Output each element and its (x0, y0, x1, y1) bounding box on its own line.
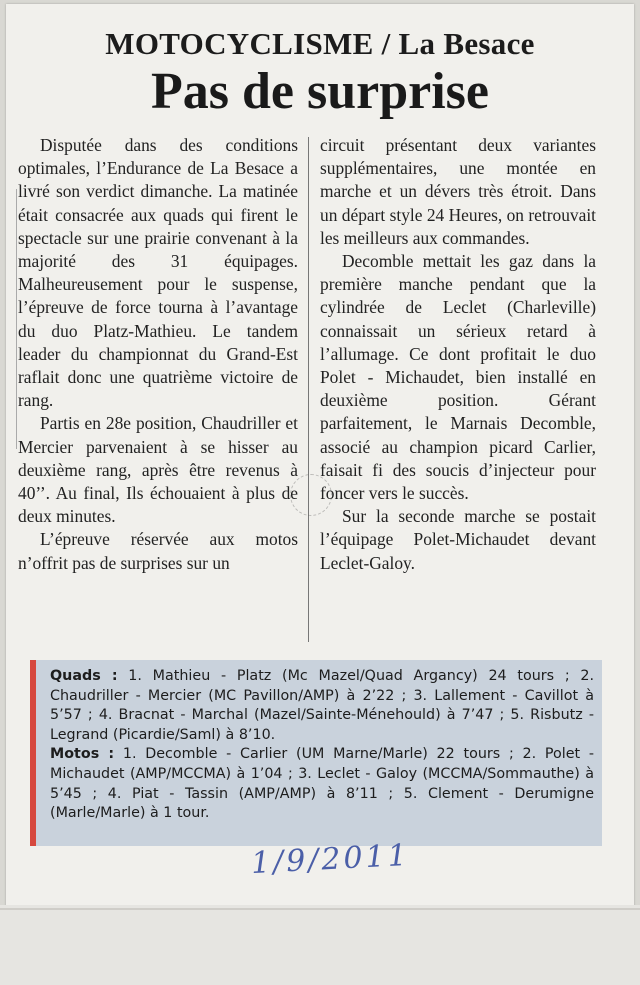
quads-results: 1. Mathieu - Platz (Mc Mazel/Quad Argancy) 24 tours ; 2. Chaudriller - Mercier (MC Pavillon/AMP) à 2’22 ; 3. Lallement - Cavillot à 5’57 ; 4. Bracnat - Marchal (Mazel/Sainte-Ménehould) à 7’47 ; 5. Risbutz - Legrand (Picardie/Saml) à 8’10. (50, 668, 594, 743)
paragraph: Sur la seconde marche se postait l’équipage Polet-Michaudet devant Leclet-Galoy. (320, 506, 596, 573)
handwritten-date: 1/9/2011 (250, 837, 411, 882)
paragraph: Decomble mettait les gaz dans la première manche pendant que la cylindrée de Leclet (Charleville) connaissait un sérieux retard à l’allumage. Ce dont profitait le duo Polet - Michaudet, bien installé en deuxième position. Gérant parfaitement, le Marnais Decomble, associé au champion picard Carlier, faisait fi des soucis d’injecteur pour foncer vers le succès. (320, 251, 596, 504)
paragraph: circuit présentant deux variantes supplémentaires, une montée en marche et un dévers très étroit. Dans un départ style 24 Heures, on retrouvait les meilleurs aux commandes. (320, 135, 596, 248)
torn-paper-bottom (0, 905, 640, 985)
newspaper-clipping (6, 4, 634, 909)
paragraph: Disputée dans des conditions optimales, l’Endurance de La Besace a livré son verdict dimanche. La matinée était consacrée aux quads qui firent le spectacle sur une prairie convenant à la majorité des 31 équipages. Malheureusement pour le suspense, l’épreuve de force tourna à l’avantage du duo Platz-Mathieu. Le tandem leader du championnat du Grand-Est raflait donc une quatrième victoire de rang. (18, 135, 298, 411)
motos-label: Motos : (50, 746, 115, 763)
results-text (36, 660, 602, 824)
motos-results: 1. Decomble - Carlier (UM Marne/Marle) 22 tours ; 2. Polet - Michaudet (AMP/MCCMA) à 1’04 ; 3. Leclet - Galoy (MCCMA/Sommauthe) à 5’45 ; 4. Piat - Tassin (AMP/AMP) à 8’11 ; 5. Clement - Derumigne (Marle/Marle) à 1 tour. (50, 746, 594, 822)
quads-label: Quads : (50, 668, 118, 684)
paragraph: Partis en 28e position, Chaudriller et Mercier parvenaient à se hisser au deuxième rang, après être revenus à 40’’. Au final, Ils échouaient à plus de deux minutes. (18, 413, 298, 527)
fold-line (0, 908, 640, 910)
paragraph: L’épreuve réservée aux motos n’offrit pas de surprises sur un (18, 529, 298, 573)
column-divider (308, 137, 309, 642)
article-column-right (320, 134, 596, 575)
article-column-left (18, 134, 298, 575)
margin-rule (16, 189, 17, 449)
section-kicker: MOTOCYCLISME / La Besace (105, 26, 535, 61)
faint-stamp-mark (290, 474, 332, 516)
headline: Pas de surprise (151, 63, 489, 120)
results-box (30, 660, 602, 846)
